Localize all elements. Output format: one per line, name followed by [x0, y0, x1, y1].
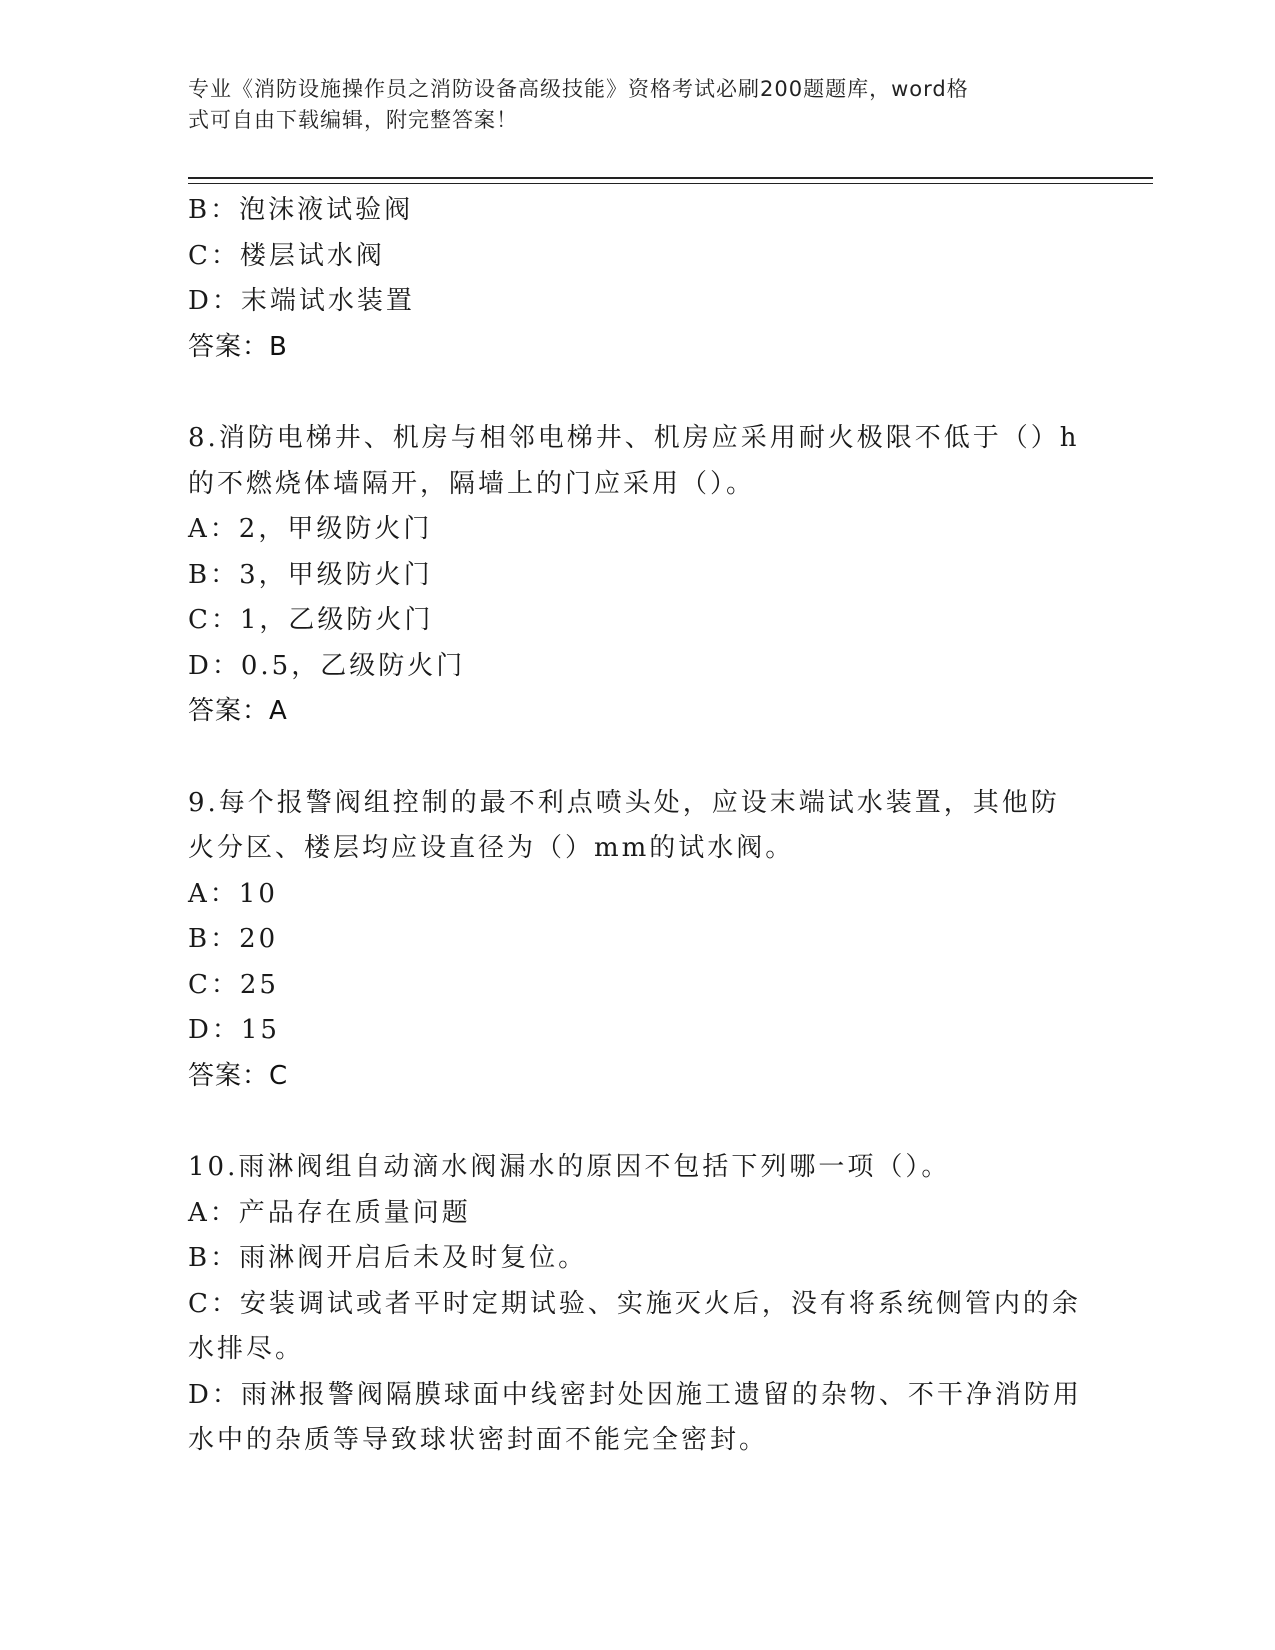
question-stem: 火分区、楼层均应设直径为（）mm的试水阀。: [188, 833, 795, 863]
document-header: [188, 74, 1068, 136]
question-9: [188, 781, 1088, 1100]
question-stem: 的不燃烧体墙隔开，隔墙上的门应采用（）。: [188, 468, 756, 499]
option-c: C：1，乙级防火门: [188, 605, 434, 635]
option-a: A：10: [188, 878, 278, 909]
option-a: A：产品存在质量问题: [188, 1197, 471, 1228]
question-stem: 9.每个报警阀组控制的最不利点喷头处，应设末端试水装置，其他防: [188, 787, 1060, 818]
option-d: D：0.5，乙级防火门: [188, 650, 466, 681]
question-10: [188, 1145, 1088, 1464]
option-b: B：雨淋阀开启后未及时复位。: [188, 1243, 588, 1273]
header-line-1: 专业《消防设施操作员之消防设备高级技能》资格考试必刷200题题库，word格: [188, 77, 969, 101]
option-b: B：泡沫液试验阀: [188, 195, 414, 225]
header-line-2: 式可自由下载编辑，附完整答案！: [188, 108, 518, 132]
question-8: [188, 416, 1088, 735]
option-d: D：15: [188, 1015, 280, 1045]
option-c: C：25: [188, 969, 279, 1000]
question-content: [188, 188, 1088, 1464]
answer-line: 答案：A: [188, 696, 288, 726]
answer-line: 答案：C: [188, 1060, 289, 1091]
option-c: C：楼层试水阀: [188, 240, 385, 271]
question-stem: 8.消防电梯井、机房与相邻电梯井、机房应采用耐火极限不低于（）h: [188, 423, 1080, 453]
option-d-continued: 水中的杂质等导致球状密封面不能完全密封。: [188, 1425, 769, 1455]
question-stem: 10.雨淋阀组自动滴水阀漏水的原因不包括下列哪一项（）。: [188, 1152, 951, 1182]
option-a: A：2，甲级防火门: [188, 514, 433, 544]
header-divider-thin: [188, 183, 1153, 184]
header-divider-thick: [188, 177, 1153, 179]
answer-line: 答案：B: [188, 331, 288, 362]
prev-question: [188, 188, 1088, 370]
option-b: B：20: [188, 924, 279, 954]
option-c-continued: 水排尽。: [188, 1334, 305, 1364]
option-b: B：3，甲级防火门: [188, 559, 433, 590]
option-c: C：安装调试或者平时定期试验、实施灭火后，没有将系统侧管内的余: [188, 1288, 1081, 1319]
option-d: D：末端试水装置: [188, 286, 415, 316]
option-d: D：雨淋报警阀隔膜球面中线密封处因施工遗留的杂物、不干净消防用: [188, 1379, 1082, 1410]
